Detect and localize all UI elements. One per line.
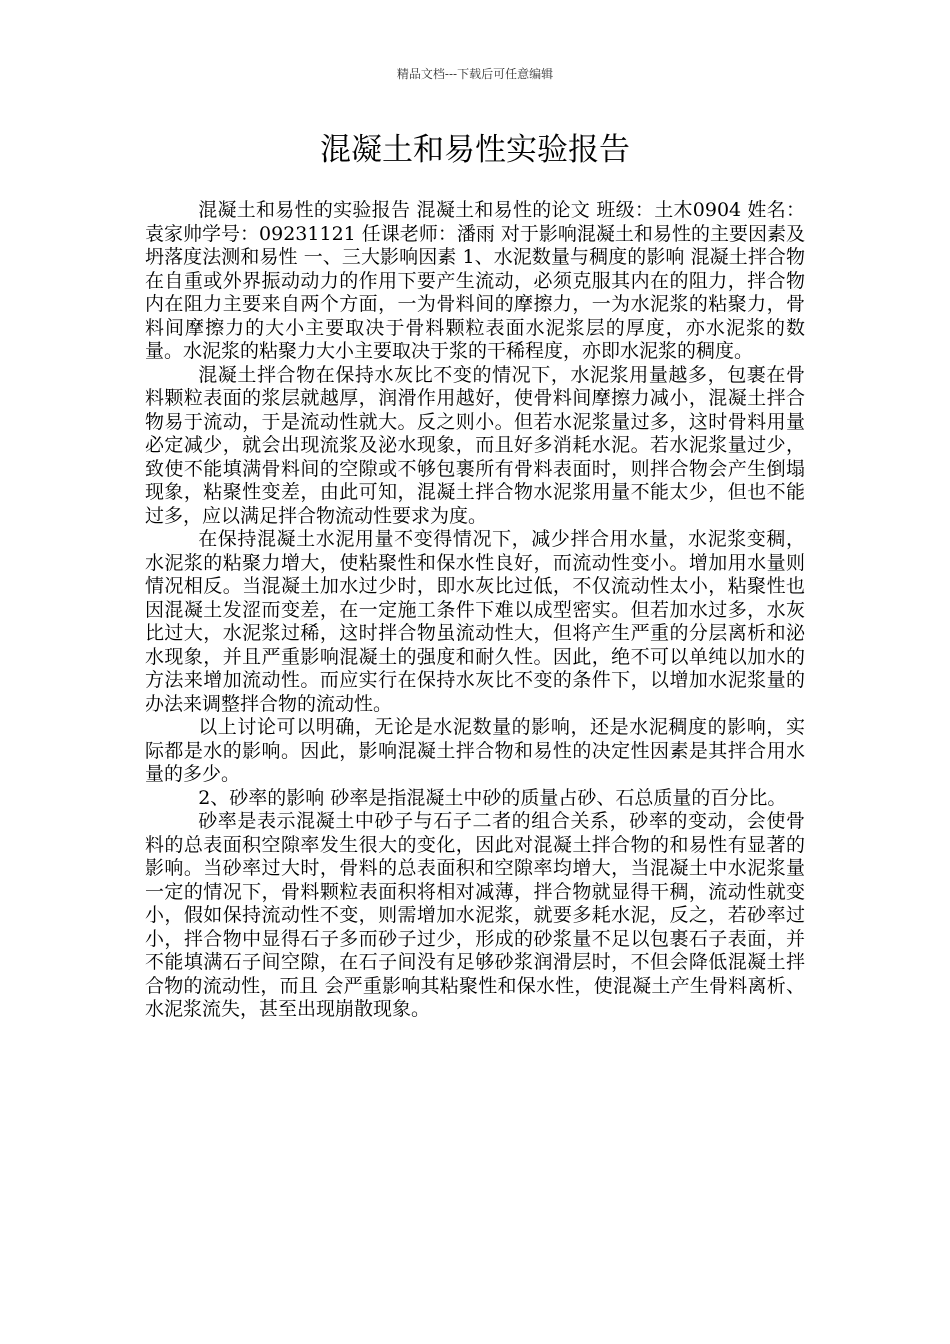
paragraph-4: 以上讨论可以明确，无论是水泥数量的影响，还是水泥稠度的影响，实际都是水的影响。因此，影响混凝土拌合物和易性的决定性因素是其拌合用水量的多少。	[145, 716, 805, 785]
paragraph-2: 混凝土拌合物在保持水灰比不变的情况下，水泥浆用量越多，包裹在骨料颗粒表面的浆层就越厚，润滑作用越好，使骨料间摩擦力减小，混凝土拌合物易于流动，于是流动性就大。反之则小。但若水泥浆量过多，这时骨料用量必定减少，就会出现流浆及泌水现象，而且好多消耗水泥。若水泥浆量过少，致使不能填满骨料间的空隙或不够包裹所有骨料表面时，则拌合物会产生倒塌现象，粘聚性变差，由此可知，混凝土拌合物水泥浆用量不能太少，但也不能过多，应以满足拌合物流动性要求为度。	[145, 363, 805, 527]
header-note: 精品文档---下载后可任意编辑	[396, 67, 554, 81]
document-body	[145, 199, 805, 1022]
paragraph-6: 砂率是表示混凝土中砂子与石子二者的组合关系，砂率的变动，会使骨料的总表面积空隙率发生很大的变化，因此对混凝土拌合物的和易性有显著的影响。当砂率过大时，骨料的总表面积和空隙率均增大，当混凝土中水泥浆量一定的情况下，骨料颗粒表面积将相对减薄，拌合物就显得干稠，流动性就变小，假如保持流动性不变，则需增加水泥浆，就要多耗水泥，反之，若砂率过小，拌合物中显得石子多而砂子过少，形成的砂浆量不足以包裹石子表面，并不能填满石子间空隙，在石子间没有足够砂浆润滑层时，不但会降低混凝土拌合物的流动性，而且 会严重影响其粘聚性和保水性，使混凝土产生骨料离析、水泥浆流失，甚至出现崩散现象。	[145, 810, 805, 1020]
paragraph-3: 在保持混凝土水泥用量不变得情况下，减少拌合用水量，水泥浆变稠，水泥浆的粘聚力增大，使粘聚性和保水性良好，而流动性变小。增加用水量则情况相反。当混凝土加水过少时，即水灰比过低，不仅流动性太小，粘聚性也因混凝土发涩而变差，在一定施工条件下难以成型密实。但若加水过多，水灰比过大，水泥浆过稀，这时拌合物虽流动性大，但将产生严重的分层离析和泌水现象，并且严重影响混凝土的强度和耐久性。因此，绝不可以单纯以加水的方法来增加流动性。而应实行在保持水灰比不变的条件下，以增加水泥浆量的办法来调整拌合物的流动性。	[145, 528, 805, 715]
document-title: 混凝土和易性实验报告	[320, 132, 630, 168]
paragraph-5: 2、砂率的影响 砂率是指混凝土中砂的质量占砂、石总质量的百分比。	[198, 786, 787, 809]
paragraph-1: 混凝土和易性的实验报告 混凝土和易性的论文 班级：土木0904 姓名：袁家帅学号：09231121 任课老师：潘雨 对于影响混凝土和易性的主要因素及坍落度法测和易性 一、三大影响因素 1、水泥数量与稠度的影响 混凝土拌合物在自重或外界振动动力的作用下要产生流动，必须克服其内在的阻力，拌合物内在阻力主要来自两个方面，一为骨料间的摩擦力，一为水泥浆的粘聚力，骨料间摩擦力的大小主要取决于骨料颗粒表面水泥浆层的厚度，亦水泥浆的数量。水泥浆的粘聚力大小主要取决于浆的干稀程度，亦即水泥浆的稠度。	[145, 199, 805, 362]
